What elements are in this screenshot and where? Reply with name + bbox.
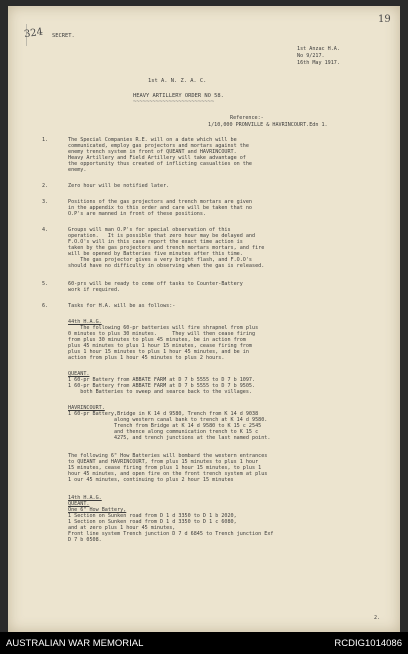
handwritten-folio-number: 324 [23,26,44,41]
paragraph-line: will be opened by Batteries five minutes after this time. [68,251,243,257]
task-line: 1 Section on Sunken road from D 1 d 3350 to D 1 b 2020, [68,513,237,519]
archive-footer [0,632,408,654]
task-line: and at zero plus 1 hour 45 minutes, [68,525,176,531]
section-line: action from plus 1 hour 45 minutes to plus 2 hours. [68,355,225,361]
paragraph-line: Groups will man O.P's for special observation of this [68,227,231,233]
howitzer-line: 15 minutes, cease firing from plus 1 hour 15 minutes, to plus 1 [68,465,262,471]
footer-record-id: RCDIG1014086 [334,638,402,649]
order-title: HEAVY ARTILLERY ORDER NO 58. [133,93,224,99]
issuer: 1st Anzac H.A. [297,46,340,52]
task-line: 1 60-pr Battery from ABBATE FARM at D 7 b 5555 to D 7 b 9505. [68,383,256,389]
document-page [8,6,400,632]
page-number: 2. [374,615,381,621]
paragraph-line: enemy trench system in front of QUEANT and HAVRINCOURT. [68,149,237,155]
task-line: both Batteries to sweep and searce back to the villages. [68,389,253,395]
howitzer-line: hour 45 minutes, and open fire on the front trench system at plus [68,471,268,477]
paragraph-line: O.P's are manned in front of these positions. [68,211,207,217]
reference-label: Reference:- [230,115,264,121]
paragraph-number: 3. [42,199,49,205]
classification-label: SECRET. [52,33,75,39]
paragraph-line: The Special Companies R.E. will on a date which will be [68,137,237,143]
paragraph-line: Heavy Artillery and Field Artillery will take advantage of [68,155,246,161]
paragraph-line: enemy. [68,167,87,173]
title-rule: ~~~~~~~~~~~~~~~~~~~~~~~~~ [133,99,215,105]
paragraph-line: F.O.O's will in this case report the exact time action is [68,239,243,245]
paragraph-line: work if required. [68,287,121,293]
paragraph-line: 60-prs will be ready to come off tasks to Counter-Battery [68,281,243,287]
howitzer-line: to QUEANT and HAVRINCOURT, from plus 15 minutes to plus 1 hour [68,459,259,465]
paragraph-line: Tasks for H.A. will be as follows:- [68,303,176,309]
reference-number: No 9/217. [297,53,325,59]
paragraph-number: 2. [42,183,49,189]
section-line: from plus 30 minutes to plus 45 minutes, be in action from [68,337,246,343]
paragraph-line: taken by the gas projectors and trench mortars mortars, and fire [68,245,265,251]
task-line: 1 60-pr Battery,Bridge in K 14 d 9580, Trench from K 14 d 9038 [68,411,259,417]
section-line: 0 minutes to plus 30 minutes. They will then cease firing [68,331,256,337]
task-line: Front line system Trench junction D 7 d 6845 to Trench junction Exf [68,531,274,537]
battery-label: One 6" How Battery, [68,507,127,513]
paragraph-number: 1. [42,137,49,143]
subheading-havrincourt: HAVRINCOURT. [68,405,105,411]
paragraph-number: 4. [42,227,49,233]
paragraph-line: communicated, employ gas projectors and mortars against the [68,143,249,149]
section-heading-44th: 44th H.A.G. [68,319,102,325]
subheading-queant-14th: QUEANT. [68,501,90,507]
reference-map: 1/10,000 PRONVILLE & HAVRINCOURT.Edn 1. [208,122,328,128]
section-line: plus 45 minutes to plus 1 hour 15 minutes, cease firing from [68,343,253,349]
paragraph-number: 6. [42,303,49,309]
section-heading-14th: 14th H.A.G. [68,495,102,501]
howitzer-line: 1 our 45 minutes, continuing to plus 2 hour 15 minutes [68,477,234,483]
task-line: along western canal bank to trench at K 14 d 9580. [68,417,268,423]
handwritten-page-number: 19 [378,14,391,25]
task-line: 4275, and trench junctions at the last named point. [68,435,271,441]
section-line: The following 60-pr batteries will fire shrapnel from plus [68,325,259,331]
section-line: plus 1 hour 15 minutes to plus 1 hour 45 minutes, and be in [68,349,249,355]
task-line: 1 60-pr Battery from ABBATE FARM at D 7 b 5555 to D 7 b 1097. [68,377,256,383]
unit-heading: 1st A. N. Z. A. C. [148,78,207,84]
howitzer-line: The following 6" How Batteries will bombard the western entrances [68,453,268,459]
paragraph-line: operation. It is possible that zero hour may be delayed and [68,233,256,239]
paragraph-line: in the appendix to this order and care will be taken that no [68,205,253,211]
task-line: Trench from Bridge at K 14 d 9580 to K 15 c 2545 [68,423,262,429]
issue-date: 16th May 1917. [297,60,340,66]
paragraph-line: The gas projector gives a very bright flash, and F.O.O's [68,257,253,263]
paragraph-line: should have no difficulty in observing when the gas is released. [68,263,265,269]
paragraph-line: the opportunity thus created of inflicting casualties on the [68,161,253,167]
footer-institution: AUSTRALIAN WAR MEMORIAL [6,638,144,649]
paragraph-number: 5. [42,281,49,287]
task-line: D 7 b 0508. [68,537,102,543]
task-line: 1 Section on Sunken road from D 1 d 3350 to D 1 c 6080, [68,519,237,525]
subheading-queant: QUEANT. [68,371,90,377]
paragraph-line: Zero hour will be notified later. [68,183,170,189]
task-line: and thence along communication trench to K 15 c [68,429,259,435]
paragraph-line: Positions of the gas projectors and trench mortars are given [68,199,253,205]
